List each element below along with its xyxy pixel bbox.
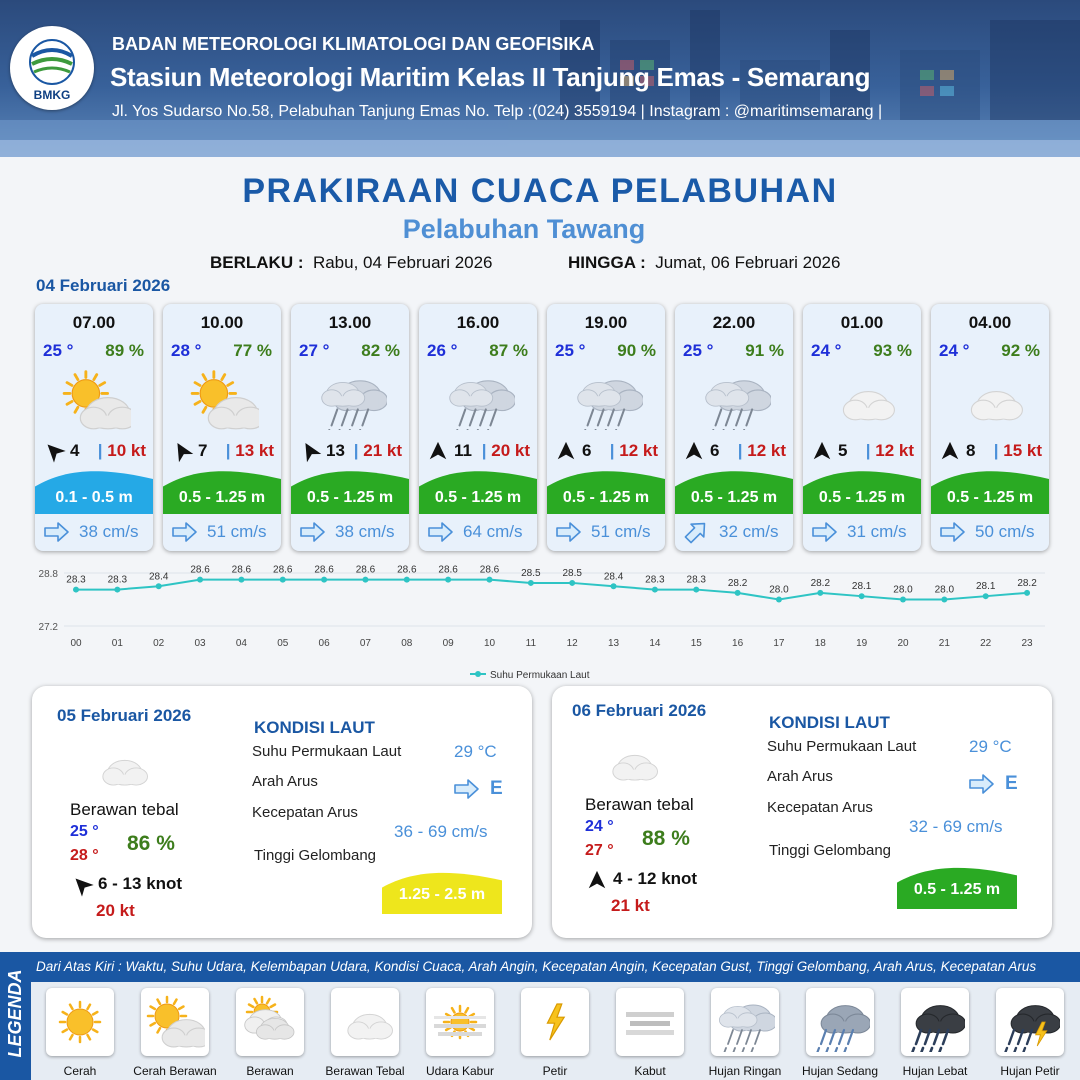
day1-date: 04 Februari 2026 — [36, 276, 171, 295]
gust-speed-wrap — [738, 441, 786, 461]
forecast-time: 19.00 — [584, 313, 628, 332]
station-name: Stasiun Meteorologi Maritim Kelas II Tanjung Emas - Semarang — [110, 62, 871, 92]
gust-speed-wrap — [610, 441, 658, 461]
gust-separator: | — [225, 441, 236, 460]
x-tick-label: 05 — [277, 638, 289, 649]
current-direction-arrow-icon — [939, 521, 965, 543]
wind-speed: 8 — [966, 441, 976, 460]
data-point — [445, 577, 451, 583]
data-label: 28.1 — [851, 581, 872, 593]
data-point — [156, 583, 162, 589]
sst-label: Suhu Permukaan Laut — [252, 743, 402, 760]
panel-gust: 21 kt — [611, 896, 650, 915]
light-rain-icon — [699, 366, 771, 430]
gust-speed: 15 kt — [1003, 441, 1042, 460]
gust-speed-wrap — [98, 441, 146, 461]
data-point — [362, 577, 368, 583]
x-tick-label: 13 — [607, 638, 620, 649]
forecast-humidity: 93 % — [873, 341, 912, 360]
legend-item-label: Hujan Lebat — [902, 1064, 968, 1078]
gust-speed-wrap — [866, 441, 914, 461]
x-tick-label: 20 — [897, 638, 909, 649]
data-point — [73, 587, 79, 593]
data-point — [569, 580, 575, 586]
valid-to — [568, 253, 840, 273]
data-point — [941, 597, 947, 603]
x-tick-label: 06 — [318, 638, 330, 649]
data-point — [693, 587, 699, 593]
x-tick-label: 22 — [980, 638, 992, 649]
current-direction-value: E — [1005, 773, 1018, 794]
legend-series-marker — [475, 671, 481, 677]
data-label: 28.2 — [810, 577, 831, 589]
heavy-rain-icon — [905, 992, 965, 1052]
sst-value: 29 °C — [969, 737, 1012, 756]
forecast-humidity: 92 % — [1001, 341, 1040, 360]
forecast-time: 22.00 — [712, 313, 756, 332]
forecast-current — [169, 520, 279, 544]
current-direction-arrow-icon — [299, 521, 325, 543]
current-speed: 50 cm/s — [975, 522, 1035, 541]
current-direction-arrow-icon — [811, 521, 837, 543]
forecast-humidity: 82 % — [361, 341, 400, 360]
x-tick-label: 09 — [442, 638, 454, 649]
data-label: 28.6 — [355, 564, 376, 576]
wind-direction-arrow-icon — [810, 440, 834, 462]
current-speed: 64 cm/s — [463, 522, 523, 541]
current-direction-label: Arah Arus — [767, 768, 833, 785]
legend-side-bar — [0, 952, 31, 1080]
current-direction-arrow-icon — [453, 778, 479, 800]
data-label: 28.5 — [562, 567, 582, 579]
data-label: 28.3 — [107, 574, 128, 586]
forecast-temperature: 25 ° — [555, 341, 586, 360]
data-label: 28.3 — [686, 574, 706, 586]
data-point — [652, 587, 658, 593]
forecast-card — [35, 304, 153, 551]
x-tick-label: 00 — [70, 638, 82, 649]
current-speed-value: 36 - 69 cm/s — [394, 822, 488, 841]
legend-item — [711, 988, 779, 1056]
panel-wave-band — [382, 866, 502, 914]
forecast-humidity: 77 % — [233, 341, 272, 360]
overcast-icon — [598, 733, 662, 789]
x-tick-label: 21 — [938, 638, 950, 649]
sst-label: Suhu Permukaan Laut — [767, 738, 917, 755]
data-point — [817, 590, 823, 596]
overcast-icon — [955, 366, 1027, 430]
gust-separator: | — [481, 441, 492, 460]
wind-direction-arrow-icon — [298, 440, 322, 462]
wind-direction-arrow-icon — [938, 440, 962, 462]
panel-gust: 20 kt — [96, 901, 135, 920]
current-speed-value: 32 - 69 cm/s — [909, 817, 1003, 836]
forecast-wind — [680, 440, 790, 462]
cloudy-icon — [240, 992, 300, 1052]
current-direction-value: E — [490, 778, 503, 799]
fog-icon — [620, 992, 680, 1052]
data-point — [114, 587, 120, 593]
data-label: 28.5 — [521, 567, 541, 579]
legend-item — [996, 988, 1064, 1056]
gust-speed: 13 kt — [235, 441, 274, 460]
panel-wave-height: 1.25 - 2.5 m — [398, 886, 486, 903]
forecast-current — [425, 520, 535, 544]
data-label: 28.6 — [190, 564, 210, 576]
forecast-wind — [296, 440, 406, 462]
wave-label: Tinggi Gelombang — [769, 842, 892, 859]
data-label: 28.3 — [645, 574, 665, 586]
legend-item-label: Udara Kabur — [425, 1064, 495, 1078]
light-rain-icon — [571, 366, 643, 430]
forecast-time: 07.00 — [72, 313, 116, 332]
data-point — [404, 577, 410, 583]
legend-item — [46, 988, 114, 1056]
gust-separator: | — [993, 441, 1004, 460]
data-point — [528, 580, 534, 586]
data-label: 28.2 — [727, 577, 748, 589]
x-tick-label: 18 — [814, 638, 826, 649]
forecast-current — [297, 520, 407, 544]
data-label: 28.0 — [769, 584, 789, 596]
forecast-current — [681, 520, 791, 544]
wave-height: 0.5 - 1.25 m — [434, 489, 522, 506]
legend-item — [521, 988, 589, 1056]
forecast-card — [419, 304, 537, 551]
wave-label: Tinggi Gelombang — [254, 847, 377, 864]
wave-height: 0.5 - 1.25 m — [562, 489, 650, 506]
gust-separator: | — [97, 441, 108, 460]
legend-item — [616, 988, 684, 1056]
legend-title: LEGENDA — [5, 969, 25, 1058]
data-label: 28.3 — [66, 574, 86, 586]
panel-wave-height: 0.5 - 1.25 m — [913, 881, 1001, 898]
data-point — [321, 577, 327, 583]
panel-temp-min: 24 ° — [585, 818, 614, 835]
forecast-card — [291, 304, 409, 551]
forecast-temperature: 25 ° — [683, 341, 714, 360]
wave-height: 0.5 - 1.25 m — [178, 489, 266, 506]
data-label: 28.6 — [397, 564, 417, 576]
forecast-wind — [936, 440, 1046, 462]
legend-series-name: Suhu Permukaan Laut — [490, 670, 590, 681]
forecast-time: 13.00 — [328, 313, 372, 332]
gust-speed-wrap — [482, 441, 530, 461]
x-tick-label: 14 — [649, 638, 661, 649]
current-speed-label: Kecepatan Arus — [767, 799, 873, 816]
forecast-temperature: 27 ° — [299, 341, 330, 360]
y-tick-label: 27.2 — [38, 622, 58, 633]
wave-height: 0.1 - 0.5 m — [55, 489, 133, 506]
panel-temp-min: 25 ° — [70, 823, 99, 840]
data-point — [983, 593, 989, 599]
wind-direction-arrow-icon — [70, 874, 94, 896]
forecast-wind — [552, 440, 662, 462]
header-banner — [0, 0, 1080, 157]
forecast-current — [41, 520, 151, 544]
forecast-time: 04.00 — [968, 313, 1012, 332]
y-tick-label: 28.8 — [38, 569, 58, 580]
logo-text: BMKG — [33, 88, 71, 102]
wave-height: 0.5 - 1.25 m — [946, 489, 1034, 506]
forecast-card — [547, 304, 665, 551]
legend-item — [236, 988, 304, 1056]
daily-panel — [32, 686, 532, 938]
gust-speed: 20 kt — [491, 441, 530, 460]
current-speed: 31 cm/s — [847, 522, 907, 541]
wind-direction-arrow-icon — [42, 440, 66, 462]
gust-speed: 10 kt — [107, 441, 146, 460]
forecast-time: 01.00 — [840, 313, 884, 332]
sun-cloud-icon — [187, 366, 259, 430]
panel-condition: Berawan tebal — [70, 800, 179, 819]
legend-item-label: Cerah Berawan — [133, 1064, 217, 1078]
sea-surface-temp-chart — [0, 560, 1080, 685]
legend-item — [331, 988, 399, 1056]
wind-speed: 4 — [70, 441, 80, 460]
data-point — [280, 577, 286, 583]
x-tick-label: 01 — [111, 638, 123, 649]
current-speed: 32 cm/s — [719, 522, 779, 541]
current-direction-arrow-icon — [968, 773, 994, 795]
wind-speed: 7 — [198, 441, 208, 460]
current-speed: 51 cm/s — [591, 522, 651, 541]
panel-humidity: 88 % — [642, 827, 690, 850]
gust-speed: 12 kt — [747, 441, 786, 460]
valid-from-value: Rabu, 04 Februari 2026 — [312, 253, 493, 272]
data-point — [900, 597, 906, 603]
valid-to-value: Jumat, 06 Februari 2026 — [655, 253, 841, 272]
data-label: 28.6 — [438, 564, 458, 576]
x-tick-label: 11 — [525, 638, 537, 649]
wave-height: 0.5 - 1.25 m — [818, 489, 906, 506]
data-point — [859, 593, 865, 599]
forecast-time: 16.00 — [456, 313, 500, 332]
forecast-humidity: 89 % — [105, 341, 144, 360]
lightning-icon — [525, 992, 585, 1052]
current-direction-arrow-icon — [683, 521, 709, 543]
panel-date: 06 Februari 2026 — [572, 701, 707, 720]
legend-item-label: Hujan Ringan — [708, 1064, 782, 1078]
x-tick-label: 10 — [483, 638, 496, 649]
forecast-wind — [808, 440, 918, 462]
legend-item-label: Kabut — [634, 1064, 666, 1078]
gust-speed: 12 kt — [875, 441, 914, 460]
current-speed: 38 cm/s — [335, 522, 395, 541]
legend-item-label: Berawan — [246, 1064, 294, 1078]
forecast-temperature: 24 ° — [811, 341, 842, 360]
forecast-wind — [40, 440, 150, 462]
wind-direction-arrow-icon — [170, 440, 194, 462]
forecast-time: 10.00 — [200, 313, 244, 332]
sun-cloud-icon — [59, 366, 131, 430]
panel-humidity: 86 % — [127, 832, 175, 855]
legend-item — [426, 988, 494, 1056]
forecast-card — [163, 304, 281, 551]
forecast-temperature: 25 ° — [43, 341, 74, 360]
valid-from — [210, 253, 493, 273]
data-label: 28.0 — [893, 584, 913, 596]
data-label: 28.4 — [603, 571, 624, 583]
panel-temp-max: 28 ° — [70, 847, 99, 864]
moderate-rain-icon — [810, 992, 870, 1052]
data-label: 28.6 — [479, 564, 500, 576]
sst-value: 29 °C — [454, 742, 497, 761]
data-point — [611, 583, 617, 589]
valid-to-label: HINGGA : — [568, 253, 646, 272]
current-speed: 51 cm/s — [207, 522, 267, 541]
x-tick-label: 08 — [401, 638, 413, 649]
sun-icon — [50, 992, 110, 1052]
forecast-wind — [424, 440, 534, 462]
forecast-humidity: 91 % — [745, 341, 784, 360]
station-address: Jl. Yos Sudarso No.58, Pelabuhan Tanjung Emas No. Telp :(024) 3559194 | Instagram : @maritimsemarang | — [112, 103, 883, 120]
data-point — [197, 577, 203, 583]
legend-item — [901, 988, 969, 1056]
panel-wave-band — [897, 861, 1017, 909]
x-tick-label: 02 — [153, 638, 165, 649]
gust-separator: | — [865, 441, 876, 460]
x-tick-label: 23 — [1021, 638, 1033, 649]
data-point — [735, 590, 741, 596]
wave-height: 0.5 - 1.25 m — [306, 489, 394, 506]
panel-date: 05 Februari 2026 — [57, 706, 192, 725]
forecast-current — [937, 520, 1047, 544]
forecast-humidity: 90 % — [617, 341, 656, 360]
sun-cloud-icon — [145, 992, 205, 1052]
wind-speed: 5 — [838, 441, 848, 460]
legend-description: Dari Atas Kiri : Waktu, Suhu Udara, Kelembapan Udara, Kondisi Cuaca, Arah Angin, Kecepatan Angin, Kecepatan Gust, Tinggi Gelombang, Arah Arus, Kecepatan Arus — [36, 959, 1037, 974]
current-speed-label: Kecepatan Arus — [252, 804, 358, 821]
thunderstorm-icon — [1000, 992, 1060, 1052]
forecast-humidity: 87 % — [489, 341, 528, 360]
x-tick-label: 19 — [856, 638, 868, 649]
current-direction-arrow-icon — [555, 521, 581, 543]
current-direction-label: Arah Arus — [252, 773, 318, 790]
wave-height: 0.5 - 1.25 m — [690, 489, 778, 506]
forecast-wind — [168, 440, 278, 462]
agency-name: BADAN METEOROLOGI KLIMATOLOGI DAN GEOFISIKA — [112, 34, 595, 54]
overcast-icon — [827, 366, 899, 430]
data-point — [1024, 590, 1030, 596]
panel-wind-speed: 4 - 12 knot — [613, 869, 698, 888]
panel-condition: Berawan tebal — [585, 795, 694, 814]
legend-item-label: Cerah — [63, 1064, 97, 1078]
light-rain-icon — [715, 992, 775, 1052]
current-direction-arrow-icon — [427, 521, 453, 543]
wind-speed: 6 — [582, 441, 592, 460]
data-label: 28.6 — [231, 564, 252, 576]
gust-speed: 21 kt — [363, 441, 402, 460]
light-rain-icon — [443, 366, 515, 430]
daily-panel — [552, 686, 1052, 938]
gust-separator: | — [737, 441, 748, 460]
x-tick-label: 16 — [732, 638, 744, 649]
forecast-card — [803, 304, 921, 551]
legend-item-label: Berawan Tebal — [325, 1064, 405, 1078]
wind-speed: 13 — [326, 441, 345, 460]
overcast-icon — [88, 738, 152, 794]
data-point — [487, 577, 493, 583]
wind-direction-arrow-icon — [426, 440, 450, 462]
legend-item-label: Hujan Petir — [1000, 1064, 1060, 1078]
valid-from-label: BERLAKU : — [210, 253, 304, 272]
data-label: 28.6 — [273, 564, 293, 576]
current-direction-arrow-icon — [171, 521, 197, 543]
forecast-current — [809, 520, 919, 544]
data-label: 28.6 — [314, 564, 334, 576]
data-label: 28.4 — [148, 571, 169, 583]
legend-item-label: Petir — [542, 1064, 568, 1078]
data-label: 28.1 — [975, 581, 996, 593]
gust-speed: 12 kt — [619, 441, 658, 460]
gust-speed-wrap — [354, 441, 402, 461]
forecast-card — [931, 304, 1049, 551]
panel-temp-max: 27 ° — [585, 842, 614, 859]
forecast-temperature: 28 ° — [171, 341, 202, 360]
legend-item — [141, 988, 209, 1056]
forecast-card — [675, 304, 793, 551]
forecast-temperature: 26 ° — [427, 341, 458, 360]
overcast-icon — [335, 992, 395, 1052]
data-point — [238, 577, 244, 583]
x-tick-label: 03 — [194, 638, 206, 649]
page-title: PRAKIRAAN CUACA PELABUHAN — [242, 172, 838, 210]
legend-item — [806, 988, 874, 1056]
forecast-temperature: 24 ° — [939, 341, 970, 360]
x-tick-label: 07 — [359, 638, 372, 649]
data-label: 28.2 — [1017, 577, 1037, 589]
port-name: Pelabuhan Tawang — [402, 214, 646, 244]
bmkg-logo — [10, 26, 94, 110]
wind-direction-arrow-icon — [554, 440, 578, 462]
x-tick-label: 17 — [773, 638, 785, 649]
gust-separator: | — [609, 441, 620, 460]
gust-separator: | — [353, 441, 364, 460]
x-tick-label: 15 — [690, 638, 702, 649]
sea-condition-title: KONDISI LAUT — [254, 718, 375, 737]
sea-condition-title: KONDISI LAUT — [769, 713, 890, 732]
haze-icon — [430, 992, 490, 1052]
gust-speed-wrap — [994, 441, 1042, 461]
x-tick-label: 12 — [566, 638, 578, 649]
wind-direction-arrow-icon — [682, 440, 706, 462]
current-direction-arrow-icon — [43, 521, 69, 543]
current-speed: 38 cm/s — [79, 522, 139, 541]
wind-speed: 11 — [454, 441, 472, 460]
forecast-current — [553, 520, 663, 544]
light-rain-icon — [315, 366, 387, 430]
data-label: 28.0 — [934, 584, 955, 596]
legend-item-label: Hujan Sedang — [801, 1064, 879, 1078]
gust-speed-wrap — [226, 441, 274, 461]
panel-wind-speed: 6 - 13 knot — [98, 874, 183, 893]
data-point — [776, 597, 782, 603]
x-tick-label: 04 — [235, 638, 247, 649]
wind-speed: 6 — [710, 441, 720, 460]
wind-direction-arrow-icon — [585, 869, 609, 891]
